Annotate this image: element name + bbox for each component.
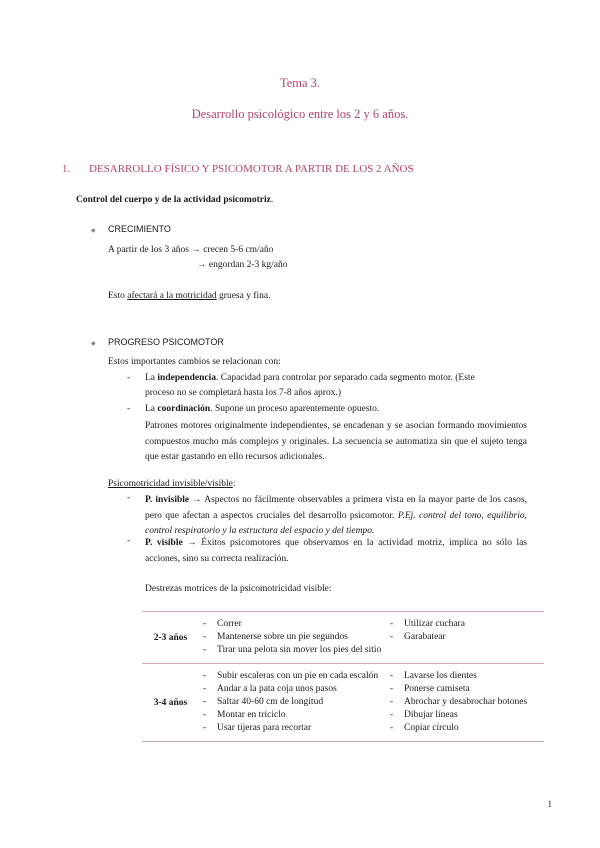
motricity-note-underlined: afectará a la motricidad [127, 291, 217, 301]
bullet-dot-icon: ◆ [91, 228, 96, 234]
skills-cell [199, 664, 386, 742]
list-item: - Copiar círculo [386, 722, 544, 735]
section-heading [62, 163, 414, 175]
coordination-term: coordinación [157, 404, 211, 414]
dash-marker: - [127, 373, 131, 383]
invisible-label: P. invisible [145, 495, 190, 505]
skills-cell [386, 664, 544, 742]
table-row [142, 664, 544, 742]
visible-paragraph [145, 536, 527, 567]
coordination-pre: La [145, 404, 158, 414]
list-item: - Andar a la pata coja unos pasos [199, 683, 386, 696]
invisible-item [127, 493, 527, 540]
skills-table [142, 611, 544, 742]
list-item: - Tirar una pelota sin mover los pies del sitio [199, 644, 386, 657]
visible-item [127, 536, 527, 567]
list-item: - Usar tijeras para recortar [199, 722, 386, 735]
independence-term: independencia [157, 373, 217, 383]
visible-arrow: → [182, 538, 202, 548]
motricity-note [108, 291, 271, 301]
list-item: - Utilizar cuchara [386, 618, 544, 631]
list-item: - Montar en triciclo [199, 709, 386, 722]
list-item: - Correr [199, 618, 386, 631]
page-number: 1 [547, 799, 552, 809]
subheading [76, 195, 273, 205]
skills-cell [386, 612, 544, 664]
motricity-note-post: gruesa y fina. [216, 291, 271, 301]
coordination-paragraph: Patrones motores originalmente independientes, se encadenan y se asocian formando movimientos compuestos mucho más complejos y originales. La secuencia se automatiza sin que el sujeto tenga que estar gastando en ello recursos adicionales. [145, 421, 527, 462]
visible-label: P. visible [145, 538, 183, 548]
skills-cell [199, 612, 386, 664]
dash-marker: - [127, 493, 131, 503]
bullet-progreso [91, 337, 224, 348]
section-heading-text: DESARROLLO FÍSICO Y PSICOMOTOR A PARTIR DE LOS 2 AÑOS [89, 163, 414, 175]
progreso-intro: Estos importantes cambios se relacionan con: [108, 357, 281, 367]
list-item: - Lavarse los dientes [386, 670, 544, 683]
document-title: Desarrollo psicológico entre los 2 y 6 años. [191, 107, 409, 121]
subheading-text: Control del cuerpo y de la actividad psicomotriz [76, 195, 271, 205]
invisible-example: P.Ej. control del tono, equilibrio, control respiratorio y la estructura del espacio y del tiempo. [145, 510, 528, 536]
visible-text: Éxitos psicomotores que observamos en la actividad motriz, implica no sólo las acciones, sino su correcta realización. [145, 538, 528, 564]
dash-marker: - [127, 536, 131, 546]
dash-marker: - [127, 404, 131, 414]
bullet-crecimiento [91, 224, 171, 235]
growth-weight-line: → engordan 2-3 kg/año [197, 260, 288, 270]
invisible-paragraph [145, 493, 527, 540]
table-row [142, 612, 544, 664]
independence-text: . Capacidad para controlar por separado cada segmento motor. (Este [216, 373, 475, 383]
motricity-note-pre: Esto [108, 291, 128, 301]
invisible-arrow: → [189, 495, 205, 505]
growth-height-line: A partir de los 3 años → crecen 5-6 cm/año [108, 245, 274, 255]
coordination-text: . Supone un proceso aparentemente opuesto. [210, 404, 380, 414]
age-cell: 3-4 años [142, 664, 199, 742]
list-item: - Ponerse camiseta [386, 683, 544, 696]
invisible-text: Aspectos no fácilmente observables a primera vista en la mayor parte de los casos, pero que afectan a aspectos cruciales del desarrollo psicomotor. [145, 495, 527, 521]
list-item: - Subir escaleras con un pie en cada escalón [199, 670, 386, 683]
bullet-crecimiento-label: CRECIMIENTO [108, 224, 171, 234]
bullet-dot-icon: ◆ [91, 341, 96, 347]
skills-caption: Destrezas motrices de la psicomotricidad visible: [145, 584, 332, 594]
psychomotricity-heading [108, 479, 235, 489]
independence-item [127, 373, 475, 383]
subheading-end: . [270, 195, 274, 205]
independence-pre: La [145, 373, 158, 383]
section-number: 1. [62, 163, 71, 175]
bullet-progreso-label: PROGRESO PSICOMOTOR [108, 337, 224, 347]
list-item: - Mantenerse sobre un pie segundos [199, 631, 386, 644]
psychomotricity-heading-text: Psicomotricidad invisible/visible [108, 479, 233, 489]
list-item: - Saltar 40-60 cm de longitud [199, 696, 386, 709]
coordination-item [127, 404, 379, 414]
list-item: - Abrochar y desabrochar botones [386, 696, 544, 709]
topic-number: Tema 3. [279, 76, 321, 90]
list-item: - Garabatear [386, 631, 544, 644]
independence-text-line2: proceso no se completará hasta los 7-8 años aprox.) [145, 388, 342, 398]
list-item: - Dibujar líneas [386, 709, 544, 722]
age-cell: 2-3 años [142, 612, 199, 664]
psychomotricity-heading-end: : [232, 479, 236, 489]
